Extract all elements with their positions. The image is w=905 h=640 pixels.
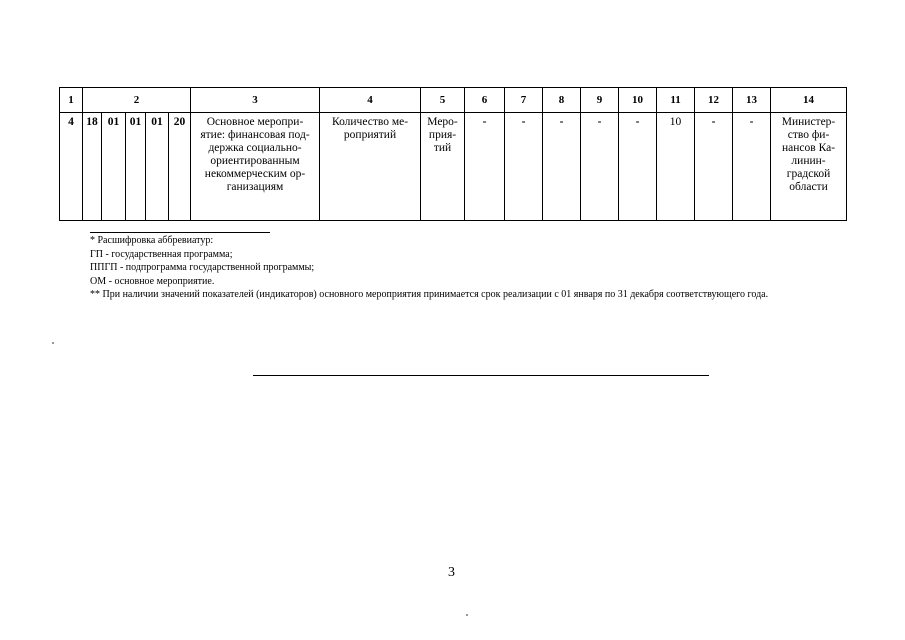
- header-cell: 4: [320, 88, 421, 113]
- code-cell: 01: [126, 113, 146, 221]
- scan-speck: [466, 614, 468, 616]
- footnote-note: ** При наличии значений показателей (индикаторов) основного мероприятия принимается срок реализации с 01 января по 31 декабря соответствующего года.: [90, 289, 769, 300]
- footnote-title: * Расшифровка аббревиатур:: [90, 235, 214, 246]
- page-number: 3: [448, 565, 455, 580]
- header-cell: 8: [543, 88, 581, 113]
- footnotes: [62, 232, 846, 302]
- footnote-pgp: ППГП - подпрограмма государственной программы;: [90, 262, 315, 273]
- value-cell: -: [581, 113, 619, 221]
- header-cell: 3: [191, 88, 320, 113]
- code-cell: 18: [83, 113, 102, 221]
- header-cell: 2: [83, 88, 191, 113]
- header-cell: 12: [695, 88, 733, 113]
- header-cell: 13: [733, 88, 771, 113]
- code-cell: 01: [102, 113, 126, 221]
- code-cell: 20: [169, 113, 191, 221]
- footnote-gp: ГП - государственная программа;: [90, 248, 233, 260]
- table-header-row: [60, 88, 847, 113]
- responsible-cell: Министер- ство фи- нансов Ка- линин- градской области: [771, 113, 847, 221]
- value-cell: -: [619, 113, 657, 221]
- value-cell: 10: [657, 113, 695, 221]
- value-cell: -: [543, 113, 581, 221]
- header-cell: 14: [771, 88, 847, 113]
- header-cell: 9: [581, 88, 619, 113]
- unit-cell: Меро- прия- тий: [421, 113, 465, 221]
- indicator-cell: Количество ме- роприятий: [320, 113, 421, 221]
- value-cell: -: [733, 113, 771, 221]
- code-cell: 01: [146, 113, 169, 221]
- code-cell: 4: [60, 113, 83, 221]
- footnote-divider: [90, 232, 270, 233]
- value-cell: -: [465, 113, 505, 221]
- footnote-om: ОМ - основное мероприятие.: [90, 275, 215, 287]
- scan-speck: [52, 342, 54, 344]
- header-cell: 11: [657, 88, 695, 113]
- value-cell: -: [695, 113, 733, 221]
- header-cell: 6: [465, 88, 505, 113]
- indicators-table: [59, 87, 847, 221]
- header-cell: 10: [619, 88, 657, 113]
- event-name-cell: Основное меропри- ятие: финансовая под- держка социально- ориентированным некоммерческим ор- ганизациям: [191, 113, 320, 221]
- end-divider: [253, 375, 709, 376]
- header-cell: 1: [60, 88, 83, 113]
- header-cell: 5: [421, 88, 465, 113]
- header-cell: 7: [505, 88, 543, 113]
- table-row: [60, 113, 847, 221]
- value-cell: -: [505, 113, 543, 221]
